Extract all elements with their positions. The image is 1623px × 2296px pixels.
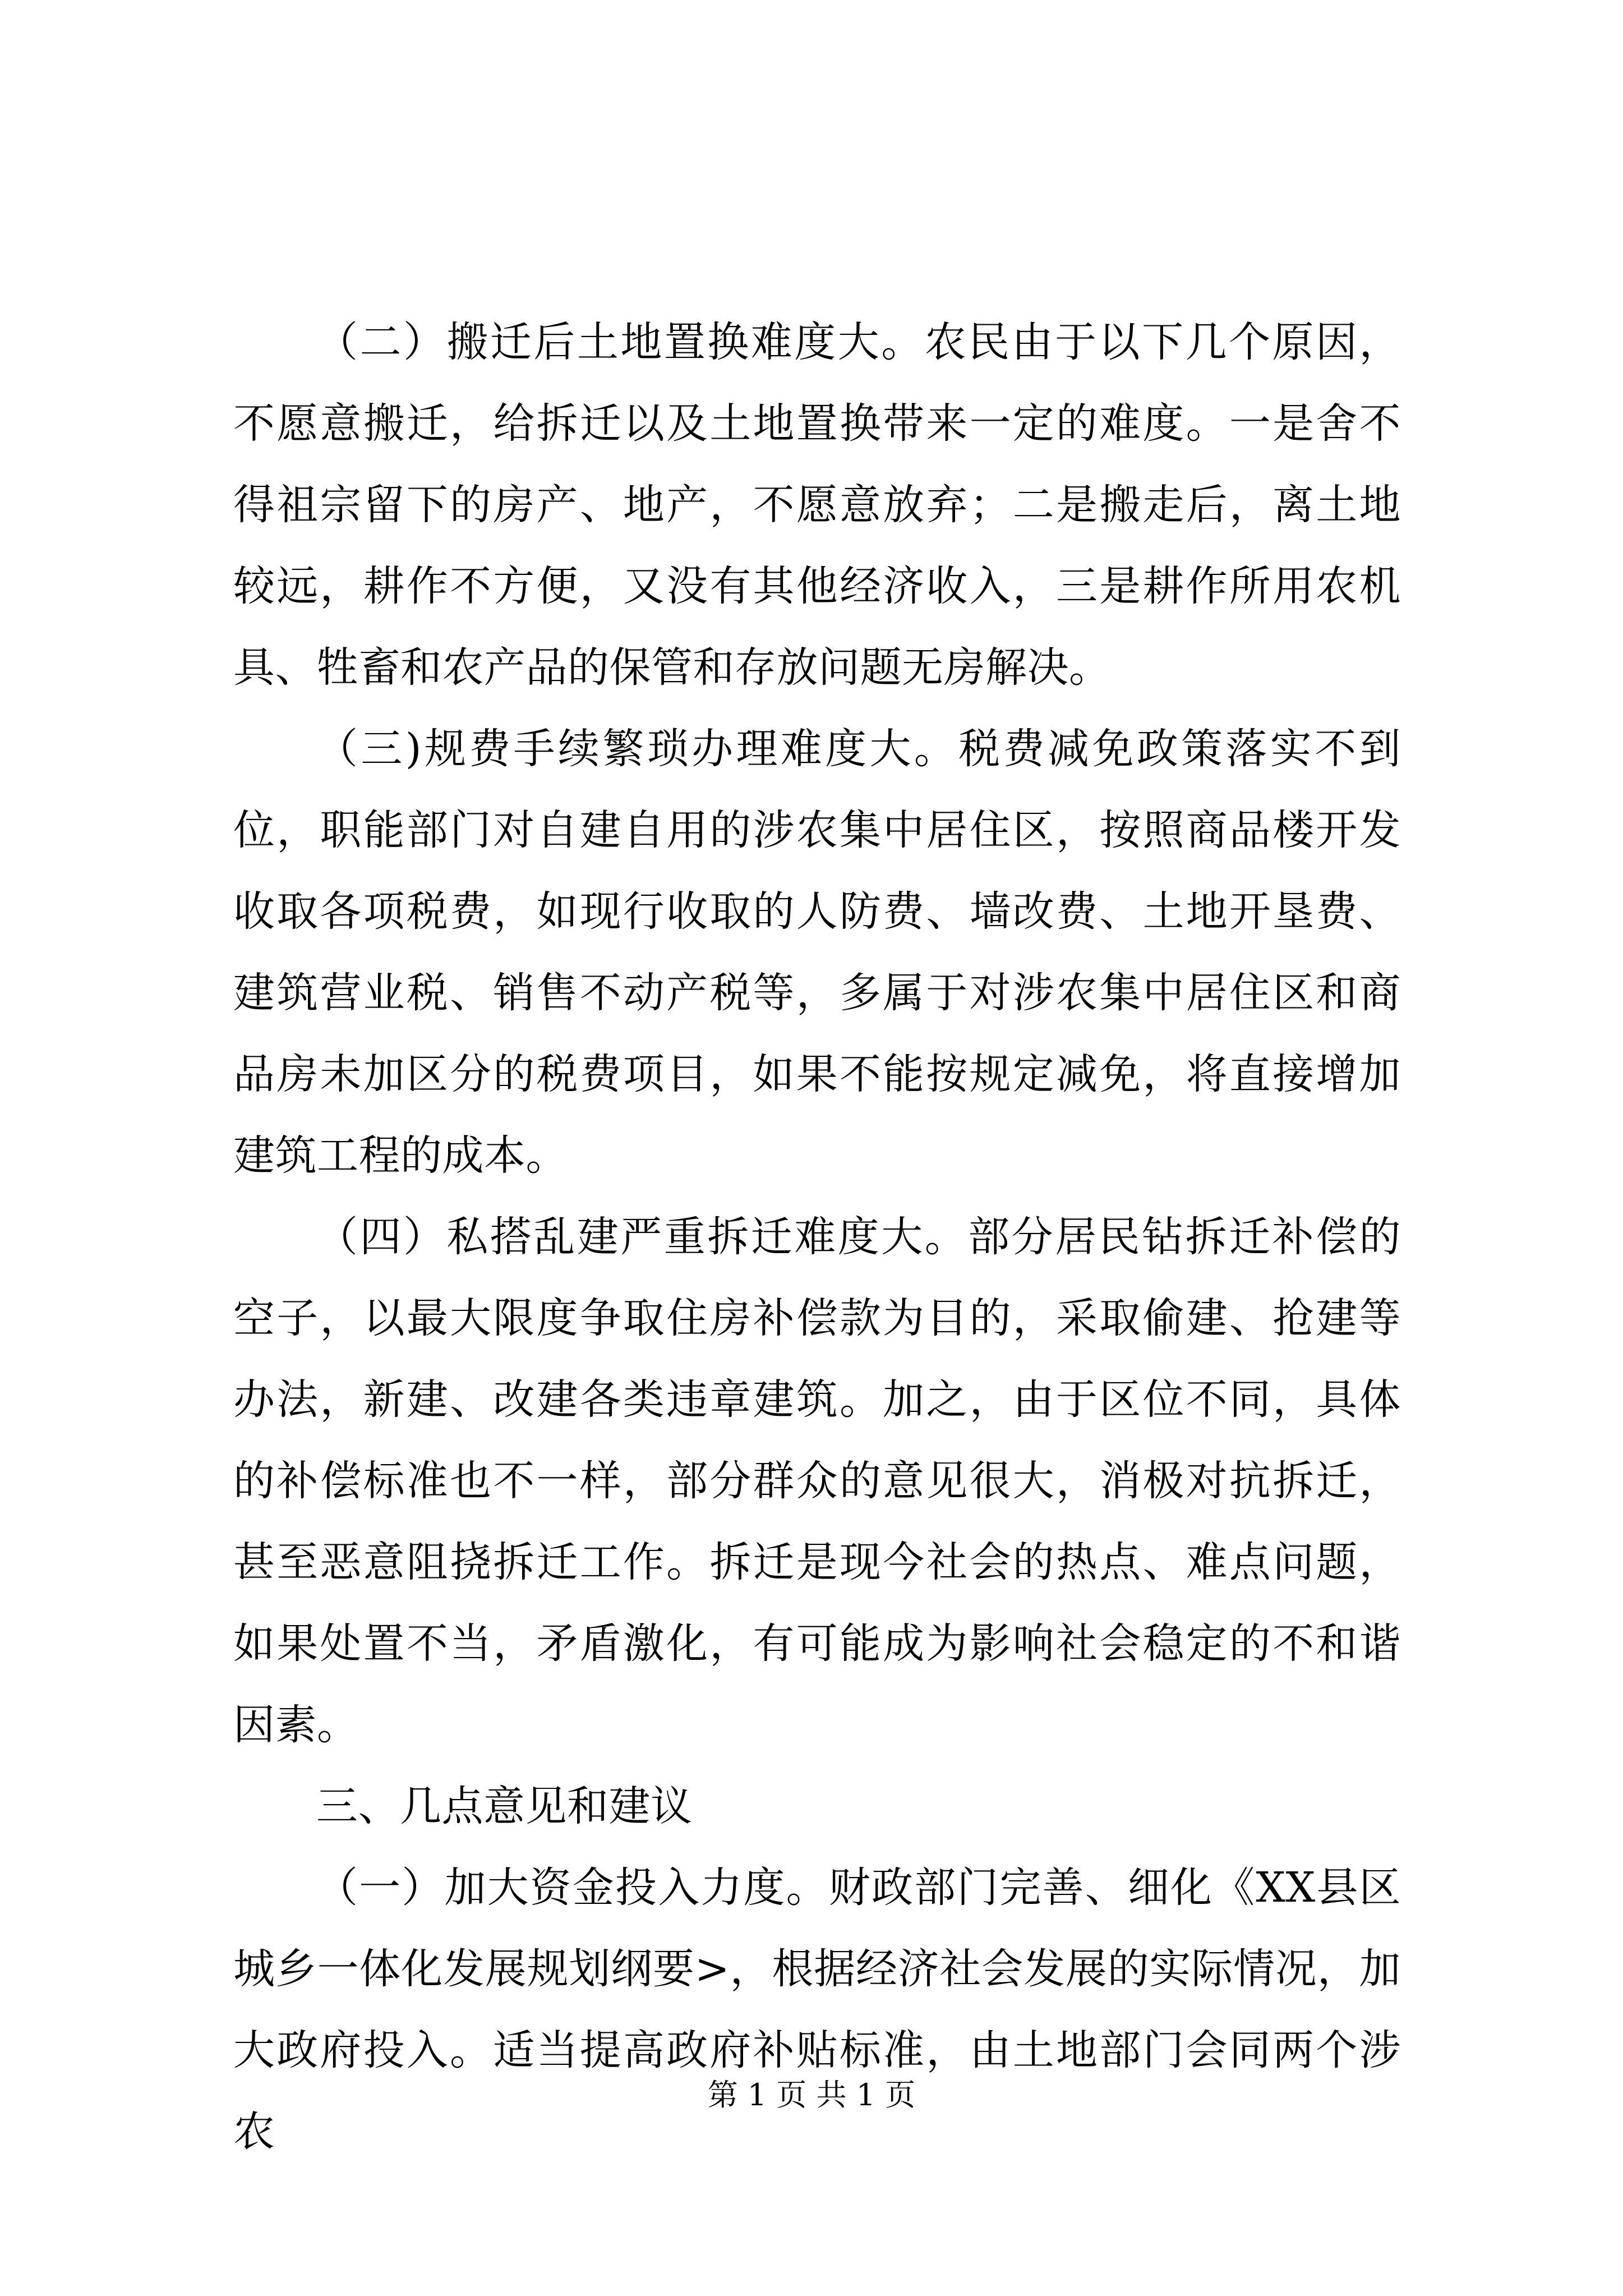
paragraph-illegal-construction: （四）私搭乱建严重拆迁难度大。部分居民钻拆迁补偿的空子，以最大限度争取住房补偿款为目的，采取偷建、抢建等办法，新建、改建各类违章建筑。加之，由于区位不同，具体的补偿标准也不一样，部分群众的意见很大，消极对抗拆迁，甚至恶意阻挠拆迁工作。拆迁是现今社会的热点、难点问题，如果处置不当，矛盾激化，有可能成为影响社会稳定的不和谐因素。 <box>233 1213 1401 1749</box>
page-footer: 第 1 页 共 1 页 <box>707 2077 916 2113</box>
paragraph-fees-procedures: （三)规费手续繁琐办理难度大。税费减免政策落实不到位，职能部门对自建自用的涉农集中居住区，按照商品楼开发收取各项税费，如现行收取的人防费、墙改费、土地开垦费、建筑营业税、销售不动产税等，多属于对涉农集中居住区和商品房未加区分的税费项目，如果不能按规定减免，将直接增加建筑工程的成本。 <box>233 725 1401 1180</box>
paragraph-relocation-land-swap: （二）搬迁后土地置换难度大。农民由于以下几个原因，不愿意搬迁，给拆迁以及土地置换带来一定的难度。一是舍不得祖宗留下的房产、地产，不愿意放弃；二是搬走后，离土地较远，耕作不方便，又没有其他经济收入，三是耕作所用农机具、牲畜和农产品的保管和存放问题无房解决。 <box>233 318 1401 692</box>
section-heading-suggestions: 三、几点意见和建议 <box>316 1782 693 1830</box>
paragraph-funding-investment: （一）加大资金投入力度。财政部门完善、细化《XX县区城乡一体化发展规划纲要>，根据经济社会发展的实际情况，加大政府投入。适当提高政府补贴标准，由土地部门会同两个涉农 <box>233 1864 1401 2156</box>
document-body <box>233 302 1401 2173</box>
